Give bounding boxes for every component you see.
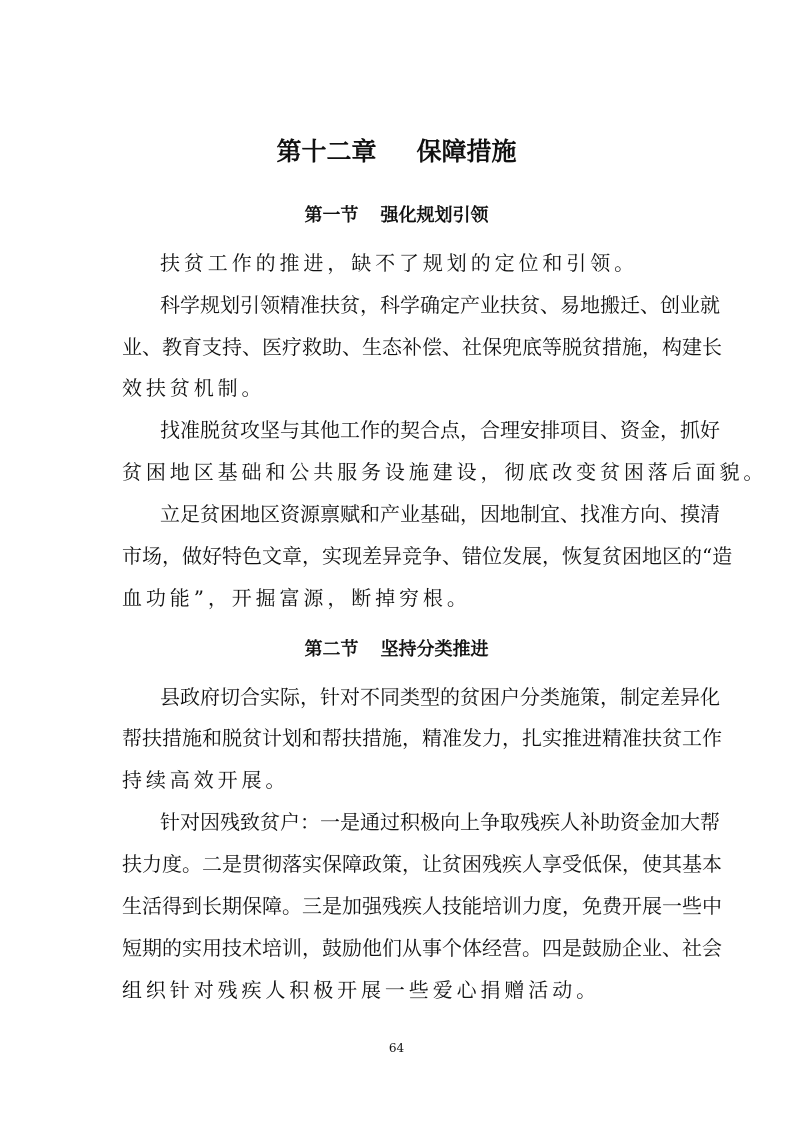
section-heading: [0, 635, 793, 661]
chapter-name: 保障措施: [416, 137, 517, 166]
paragraph-line: 市场，做好特色文章，实现差异竞争、错位发展，恢复贫困地区的“造: [122, 544, 733, 568]
paragraph-line: 扶贫工作的推进，缺不了规划的定位和引领。: [160, 251, 638, 275]
paragraph-line: 针对因残致贫户：一是通过积极向上争取残疾人补助资金加大帮: [160, 810, 720, 834]
paragraph-line: 贫困地区基础和公共服务设施建设，彻底改变贫困落后面貌。: [122, 460, 768, 484]
paragraph-line: 县政府切合实际，针对不同类型的贫困户分类施策，制定差异化: [160, 685, 720, 709]
chapter-title: [0, 132, 793, 168]
paragraph-line: 血功能”，开掘富源，断掉穷根。: [122, 586, 471, 610]
section-heading: [0, 201, 793, 227]
chapter-number: 第十二章: [276, 137, 377, 166]
section-title: 强化规划引领: [380, 205, 489, 226]
paragraph-line: 帮扶措施和脱贫计划和帮扶措施，精准发力，扎实推进精准扶贫工作: [122, 726, 722, 750]
section-number: 第二节: [304, 639, 359, 660]
paragraph-line: 立足贫困地区资源禀赋和产业基础，因地制宜、找准方向、摸清: [160, 502, 720, 526]
paragraph-line: 找准脱贫攻坚与其他工作的契合点，合理安排项目、资金，抓好: [160, 418, 720, 442]
paragraph-line: 持续高效开展。: [122, 768, 290, 792]
section-number: 第一节: [304, 205, 359, 226]
section-title: 坚持分类推进: [380, 639, 489, 660]
paragraph-line: 组织针对残疾人积极开展一些爱心捐赠活动。: [122, 978, 600, 1002]
page-number: 64: [388, 1041, 405, 1055]
paragraph-line: 效扶贫机制。: [122, 376, 266, 400]
paragraph-line: 业、教育支持、医疗救助、生态补偿、社保兜底等脱贫措施，构建长: [122, 335, 722, 359]
paragraph-line: 生活得到长期保障。三是加强残疾人技能培训力度，免费开展一些中: [122, 894, 722, 918]
paragraph-line: 科学规划引领精准扶贫，科学确定产业扶贫、易地搬迁、创业就: [160, 293, 720, 317]
paragraph-line: 短期的实用技术培训，鼓励他们从事个体经营。四是鼓励企业、社会: [122, 936, 722, 960]
paragraph-line: 扶力度。二是贯彻落实保障政策，让贫困残疾人享受低保，使其基本: [122, 852, 722, 876]
